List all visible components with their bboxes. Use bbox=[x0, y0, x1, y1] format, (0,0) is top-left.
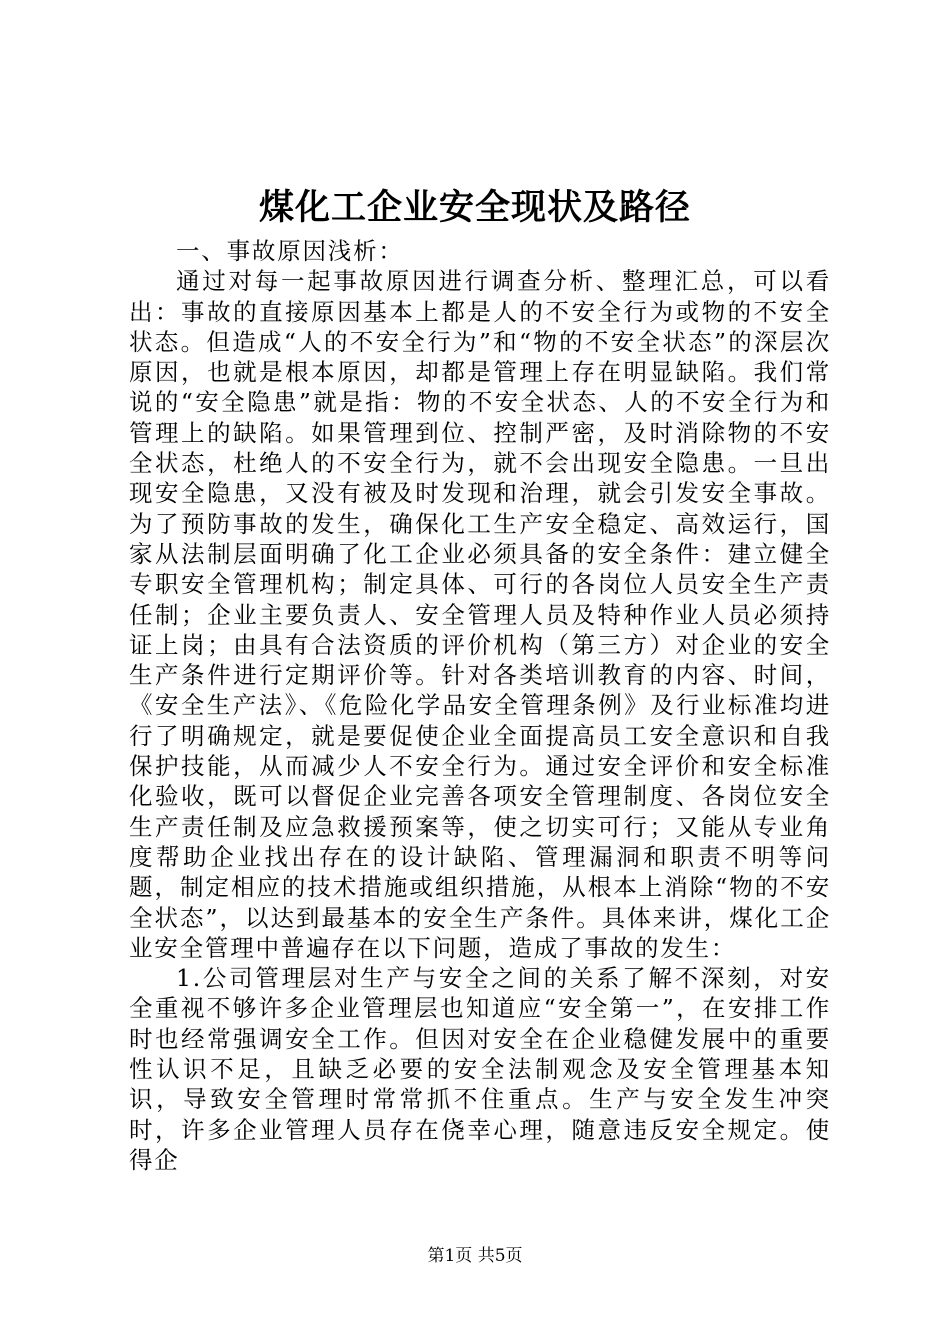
document-title: 煤化工企业安全现状及路径 bbox=[258, 187, 691, 228]
page-number-footer: 第1页 共5页 bbox=[427, 1246, 523, 1266]
document-body bbox=[129, 236, 831, 1175]
body-paragraph: 1.公司管理层对生产与安全之间的关系了解不深刻，对安全重视不够许多企业管理层也知道应“安全第一”，在安排工作时也经常强调安全工作。但因对安全在企业稳健发展中的重要性认识不足，且缺乏必要的安全法制观念及安全管理基本知识，导致安全管理时常常抓不住重点。生产与安全发生冲突时，许多企业管理人员存在侥幸心理，随意违反安全规定。使得企 bbox=[129, 964, 831, 1174]
section-heading: 一、事故原因浅析： bbox=[176, 237, 404, 265]
body-paragraph: 通过对每一起事故原因进行调查分析、整理汇总，可以看出：事故的直接原因基本上都是人的不安全行为或物的不安全状态。但造成“人的不安全行为”和“物的不安全状态”的深层次原因，也就是根本原因，却都是管理上存在明显缺陷。我们常说的“安全隐患”就是指：物的不安全状态、人的不安全行为和管理上的缺陷。如果管理到位、控制严密，及时消除物的不安全状态，杜绝人的不安全行为，就不会出现安全隐患。一旦出现安全隐患，又没有被及时发现和治理，就会引发安全事故。为了预防事故的发生，确保化工生产安全稳定、高效运行，国家从法制层面明确了化工企业必须具备的安全条件：建立健全专职安全管理机构；制定具体、可行的各岗位人员安全生产责任制；企业主要负责人、安全管理人员及特种作业人员必须持证上岗；由具有合法资质的评价机构（第三方）对企业的安全生产条件进行定期评价等。针对各类培训教育的内容、时间，《安全生产法》、《危险化学品安全管理条例》及行业标准均进行了明确规定，就是要促使企业全面提高员工安全意识和自我保护技能，从而减少人不安全行为。通过安全评价和安全标准化验收，既可以督促企业完善各项安全管理制度、各岗位安全生产责任制及应急救援预案等，使之切实可行；又能从专业角度帮助企业找出存在的设计缺陷、管理漏洞和职责不明等问题，制定相应的技术措施或组织措施，从根本上消除“物的不安全状态”，以达到最基本的安全生产条件。具体来讲，煤化工企业安全管理中普遍存在以下问题，造成了事故的发生： bbox=[129, 267, 831, 962]
